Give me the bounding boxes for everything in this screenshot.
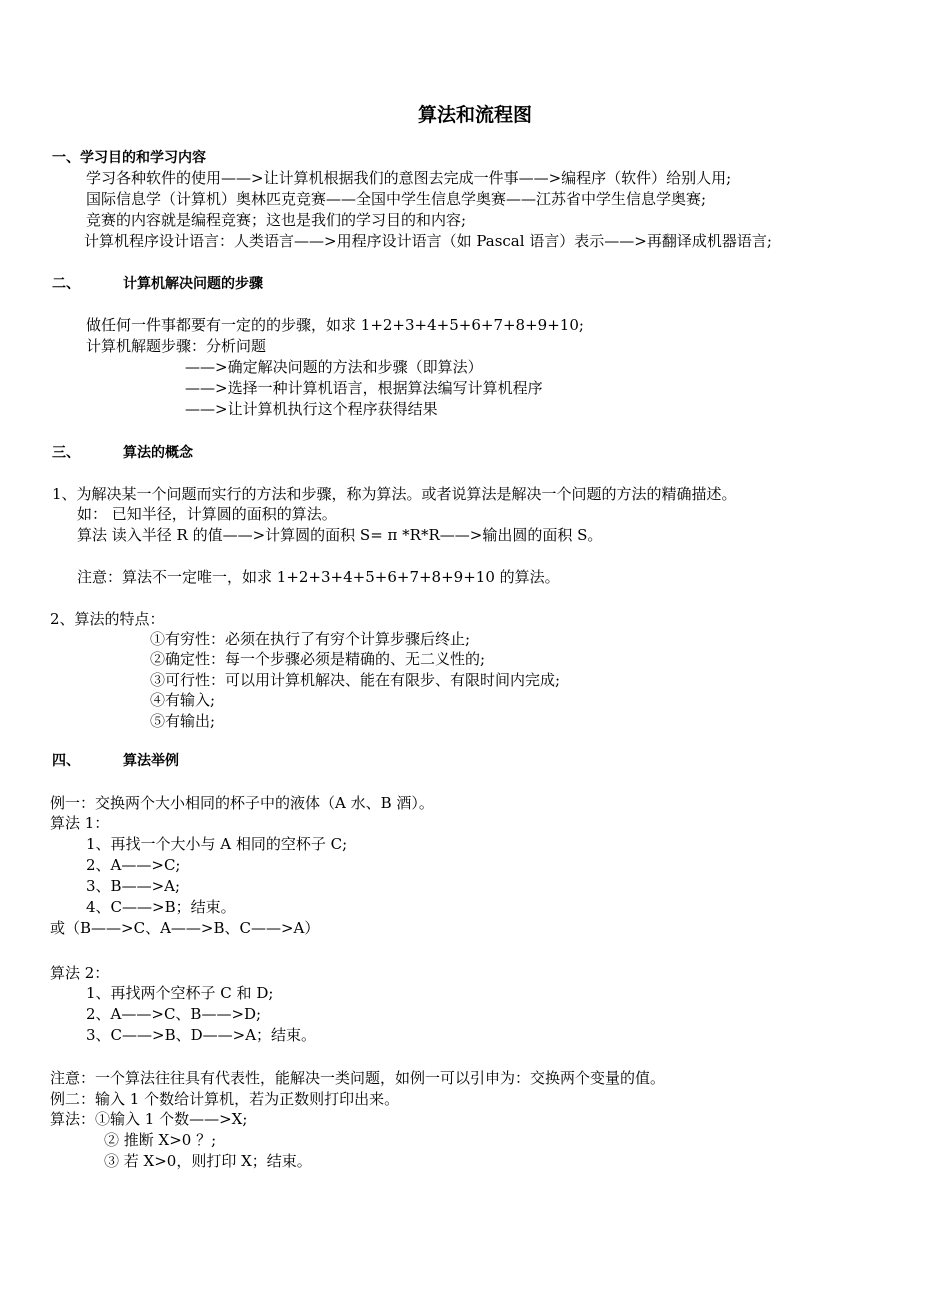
- section-4-step: ② 推断 X>0 ？;: [104, 1131, 217, 1149]
- section-4-step: 2、A——>C;: [86, 856, 181, 874]
- feature-item: ③可行性：可以用计算机解决、能在有限步、有限时间内完成;: [150, 671, 561, 689]
- section-4-title: 算法举例: [123, 753, 179, 769]
- section-3-title: 算法的概念: [123, 445, 193, 461]
- section-4-heading: [52, 751, 179, 771]
- section-4-number: 四、: [52, 753, 80, 769]
- document-title: 算法和流程图: [417, 104, 532, 126]
- feature-item: ④有输入;: [150, 691, 216, 709]
- section-3-heading: [52, 443, 193, 463]
- section-3-number: 三、: [52, 445, 80, 461]
- section-4-line: 算法：①输入 1 个数——>X;: [50, 1110, 248, 1128]
- section-1-line: 学习各种软件的使用——>让计算机根据我们的意图去完成一件事——>编程序（软件）给别人用;: [86, 169, 732, 187]
- feature-item: ②确定性：每一个步骤必须是精确的、无二义性的;: [150, 650, 486, 668]
- section-1-heading: 一、学习目的和学习内容: [52, 150, 206, 166]
- section-3-line: 1、为解决某一个问题而实行的方法和步骤，称为算法。或者说算法是解决一个问题的方法的精确描述。: [52, 485, 737, 503]
- section-4-line: 或（B——>C、A——>B、C——>A）: [50, 919, 320, 937]
- section-4-line: 例二：输入 1 个数给计算机，若为正数则打印出来。: [50, 1090, 400, 1108]
- section-4-note: 注意：一个算法往往具有代表性，能解决一类问题，如例一可以引申为：交换两个变量的值。: [50, 1069, 666, 1087]
- section-3-line: 2、算法的特点：: [50, 610, 165, 628]
- section-2-step: ——>选择一种计算机语言，根据算法编写计算机程序: [185, 379, 543, 397]
- section-4-line: 算法 2：: [50, 964, 110, 982]
- section-2-step: ——>确定解决问题的方法和步骤（即算法）: [185, 358, 483, 376]
- section-2-line: 做任何一件事都要有一定的的步骤，如求 1+2+3+4+5+6+7+8+9+10;: [86, 316, 584, 334]
- feature-item: ①有穷性：必须在执行了有穷个计算步骤后终止;: [150, 630, 471, 648]
- section-2-title: 计算机解决问题的步骤: [123, 276, 263, 292]
- section-3-line: 如： 已知半径，计算圆的面积的算法。: [77, 505, 337, 523]
- feature-item: ⑤有输出;: [150, 712, 216, 730]
- section-2-line: 计算机解题步骤：分析问题: [86, 337, 267, 355]
- section-2-step: ——>让计算机执行这个程序获得结果: [185, 400, 438, 418]
- section-4-step: 1、再找一个大小与 A 相同的空杯子 C;: [86, 835, 348, 853]
- section-1-line: 竞赛的内容就是编程竞赛；这也是我们的学习目的和内容;: [86, 211, 467, 229]
- section-3-note: 注意：算法不一定唯一，如求 1+2+3+4+5+6+7+8+9+10 的算法。: [77, 568, 560, 586]
- section-4-step: 3、B——>A;: [86, 877, 181, 895]
- section-4-step: 3、C——>B、D——>A；结束。: [86, 1026, 317, 1044]
- section-1-line: 计算机程序设计语言：人类语言——>用程序设计语言（如 Pascal 语言）表示——>再翻译成机器语言;: [84, 232, 772, 250]
- section-2-heading: [52, 274, 263, 294]
- section-4-step: 4、C——>B；结束。: [86, 898, 236, 916]
- section-4-line: 算法 1：: [50, 814, 110, 832]
- section-3-line: 算法 读入半径 R 的值——>计算圆的面积 S= π *R*R——>输出圆的面积 S。: [77, 526, 603, 544]
- section-4-step: ③ 若 X>0，则打印 X；结束。: [104, 1152, 312, 1170]
- section-4-line: 例一：交换两个大小相同的杯子中的液体（A 水、B 酒）。: [50, 794, 434, 812]
- section-4-step: 1、再找两个空杯子 C 和 D;: [86, 984, 274, 1002]
- section-2-number: 二、: [52, 276, 80, 292]
- section-1-line: 国际信息学（计算机）奥林匹克竞赛——全国中学生信息学奥赛——江苏省中学生信息学奥赛;: [86, 190, 707, 208]
- section-4-step: 2、A——>C、B——>D;: [86, 1005, 262, 1023]
